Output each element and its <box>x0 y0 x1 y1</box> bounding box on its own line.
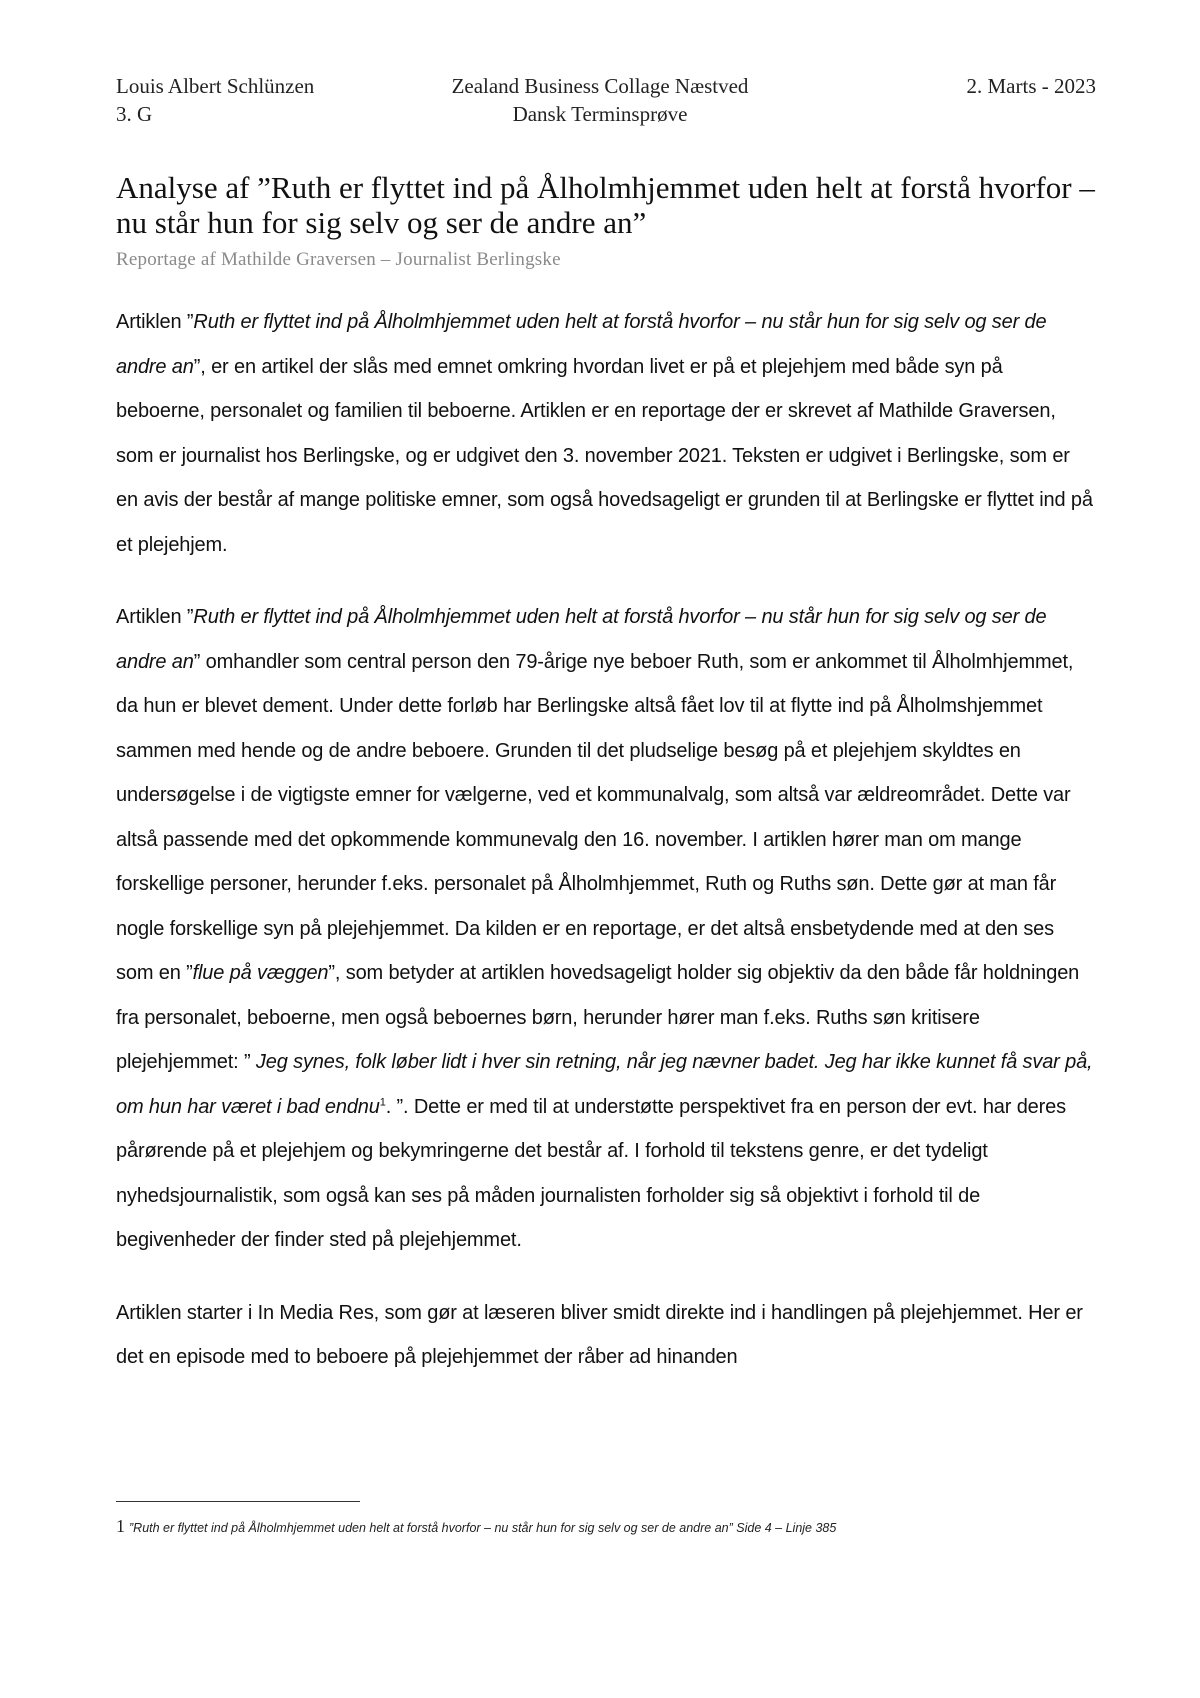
author-name: Louis Albert Schlünzen <box>116 74 315 98</box>
footnote-separator <box>116 1501 360 1502</box>
paragraph-2 <box>116 595 1096 1263</box>
p2-text-c: ” omhandler som central person den 79-årige nye beboer Ruth, som er ankommet til Ålholmhjemmet, da hun er blevet dement. Under dette forløb har Berlingske altså fået lov til at flytte ind på Ålholmshjemmet sammen med hende og de andre beboere. Grunden til det pludselige besøg på et plejehjem skyldtes en undersøgelse i de vigtigste emner for vælgerne, ved et kommunalvalg, som altså var ældreområdet. Dette var altså passende med det opkommende kommunevalg den 16. november. I artiklen hører man om mange forskellige personer, herunder f.eks. personalet på Ålholmhjemmet, Ruth og Ruths søn. Dette gør at man får nogle forskellige syn på plejehjemmet. Da kilden er en reportage, er det altså ensbetydende med at den ses som en ” <box>116 650 1074 984</box>
p1-text-a: Artiklen ” <box>116 311 194 333</box>
document-body <box>116 300 1096 1408</box>
header-left <box>116 72 314 128</box>
class-label: 3. G <box>116 102 153 126</box>
school-name: Zealand Business Collage Næstved <box>451 74 749 98</box>
header-center <box>390 72 810 128</box>
p1-article-title: Ruth er flyttet ind på Ålholmhjemmet uden helt at forstå hvorfor – nu står hun for sig selv og ser de andre an <box>116 311 1047 378</box>
header-right <box>967 72 1097 100</box>
p2-text-g: . ”. Dette er med til at understøtte perspektivet fra en person der evt. har deres pårørende på et plejehjem og bekymringerne det består af. I forhold til tekstens genre, er det tydeligt nyhedsjournalistik, som også kan ses på måden journalisten forholder sig så objektivt i forhold til de begivenheder der finder sted på plejehjemmet. <box>116 1095 1066 1251</box>
p1-text-c: ”, er en artikel der slås med emnet omkring hvordan livet er på et plejehjem med både syn på beboerne, personalet og familien til beboerne. Artiklen er en reportage der er skrevet af Mathilde Graversen, som er journalist hos Berlingske, og er udgivet den 3. november 2021. Teksten er udgivet i Berlingske, som er en avis der består af mange politiske emner, som også hovedsageligt er grunden til at Berlingske er flyttet ind på et plejehjem. <box>116 355 1093 556</box>
footnote <box>116 1516 836 1537</box>
document-subtitle: Reportage af Mathilde Graversen – Journalist Berlingske <box>116 249 561 270</box>
footnote-text: ”Ruth er flyttet ind på Ålholmhjemmet uden helt at forstå hvorfor – nu står hun for sig selv og ser de andre an” Side 4 – Linje 385 <box>129 1521 837 1535</box>
p2-italic-phrase: flue på væggen <box>192 962 329 984</box>
footnote-reference[interactable]: 1 <box>379 1095 386 1108</box>
p2-text-e: ”, som betyder at artiklen hovedsageligt holder sig objektiv da den både får holdningen fra personalet, beboerne, men også beboernes børn, herunder hører man f.eks. Ruths søn kritisere plejehjemmet: ” <box>116 962 1080 1073</box>
assignment-name: Dansk Terminsprøve <box>512 102 688 126</box>
p2-article-title: Ruth er flyttet ind på Ålholmhjemmet uden helt at forstå hvorfor – nu står hun for sig selv og ser de andre an <box>116 606 1047 673</box>
footnote-number: 1 <box>116 1516 125 1536</box>
document-title: Analyse af ”Ruth er flyttet ind på Ålholmhjemmet uden helt at forstå hvorfor – nu står hun for sig selv og ser de andre an” <box>116 170 1095 240</box>
p2-text-a: Artiklen ” <box>116 606 194 628</box>
p2-quote: Jeg synes, folk løber lidt i hver sin retning, når jeg nævner badet. Jeg har ikke kunnet få svar på, om hun har været i bad endnu <box>116 1051 1093 1118</box>
document-date: 2. Marts - 2023 <box>966 74 1096 98</box>
paragraph-3: Artiklen starter i In Media Res, som gør at læseren bliver smidt direkte ind i handlingen på plejehjemmet. Her er det en episode med to beboere på plejehjemmet der råber ad hinanden <box>116 1301 1083 1368</box>
paragraph-1 <box>116 300 1096 567</box>
